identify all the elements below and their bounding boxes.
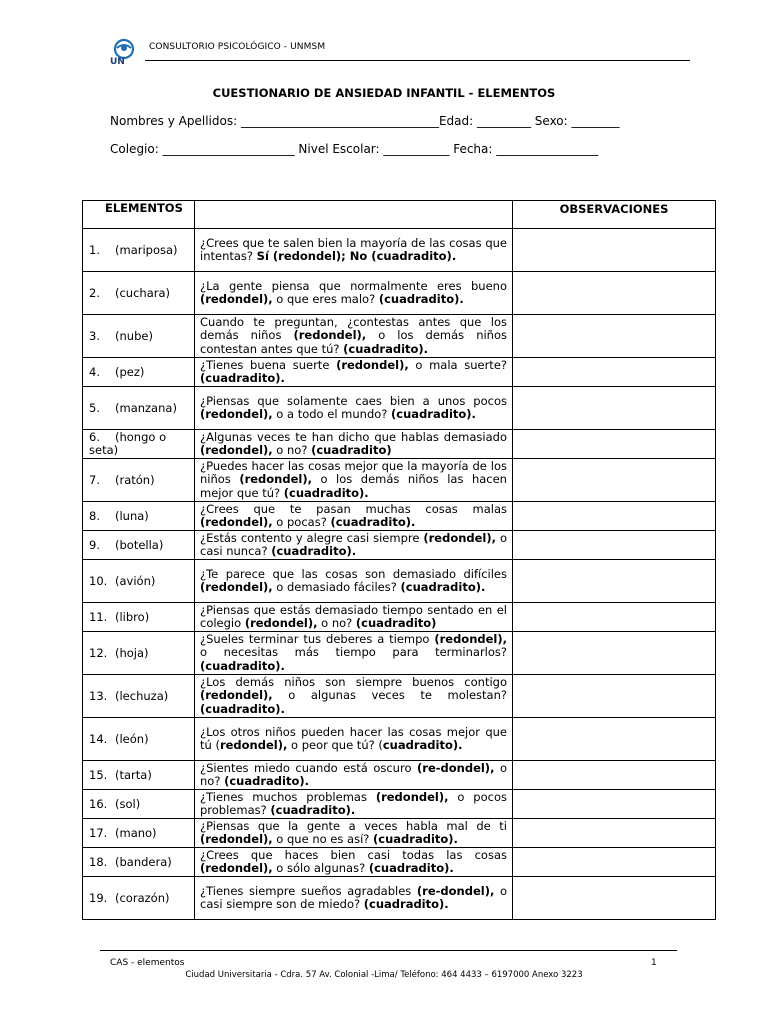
question-cell <box>195 632 513 675</box>
item-number: 8. <box>89 508 100 523</box>
item-number: 4. <box>89 364 100 379</box>
element-name: (avión) <box>115 573 156 588</box>
observation-cell[interactable] <box>513 315 716 358</box>
element-cell <box>83 632 195 675</box>
question-text: o no? <box>317 616 356 630</box>
answer-option: (re-dondel), <box>416 883 495 898</box>
observation-cell[interactable] <box>513 718 716 761</box>
footer-address: Ciudad Universitaria - Cdra. 57 Av. Colonial -Lima/ Teléfono: 464 4433 – 6197000 Anexo 3223 <box>185 970 583 980</box>
observation-cell[interactable] <box>513 358 716 387</box>
element-name: (pez) <box>115 364 145 379</box>
element-name: (tarta) <box>115 767 152 782</box>
header-elementos: ELEMENTOS <box>83 201 195 229</box>
question-text: ¿Sueles terminar tus deberes a tiempo <box>200 631 435 646</box>
element-name: (corazón) <box>115 890 170 905</box>
item-number: 17. <box>89 825 108 840</box>
question-text: ¿Tienes buena suerte <box>200 357 337 372</box>
question-text: o casi siempre son de miedo? <box>200 883 507 911</box>
question-text: o pocos problemas? <box>200 789 507 817</box>
question-cell <box>195 877 513 920</box>
observation-cell[interactable] <box>513 560 716 603</box>
question-text: o algunas veces te molestan? <box>272 688 507 703</box>
element-name: (hongo o seta) <box>89 430 167 457</box>
item-number: 14. <box>89 731 108 746</box>
question-text: Cuando te preguntan, ¿contestas antes que los demás niños <box>200 314 507 343</box>
answer-option: (redondel), <box>423 530 497 545</box>
observation-cell[interactable] <box>513 531 716 560</box>
answer-option: (cuadradito). <box>271 544 357 558</box>
table-header-row <box>83 201 716 229</box>
question-text: o que eres malo? <box>272 292 379 306</box>
question-cell <box>195 387 513 430</box>
table-row <box>83 502 716 531</box>
answer-option: (re-dondel), <box>417 760 495 775</box>
footer-divider <box>100 950 677 951</box>
answer-option: (cuadradito). <box>200 658 285 673</box>
table-row <box>83 272 716 315</box>
item-number: 10. <box>89 573 108 588</box>
answer-option: (cuadradito). <box>330 515 416 529</box>
element-name: (mariposa) <box>115 242 178 257</box>
answer-option: (cuadradito). <box>373 832 458 846</box>
question-cell <box>195 675 513 718</box>
observation-cell[interactable] <box>513 502 716 531</box>
answer-option: (redondel), <box>200 407 273 421</box>
observation-cell[interactable] <box>513 761 716 790</box>
question-cell <box>195 358 513 387</box>
element-name: (ratón) <box>115 472 155 487</box>
organization-name: CONSULTORIO PSICOLÓGICO - UNMSM <box>149 42 326 52</box>
answer-option: Sí (redondel); No (cuadradito). <box>256 249 457 263</box>
element-cell <box>83 761 195 790</box>
answer-option: (redondel), <box>200 832 273 846</box>
element-name: (manzana) <box>115 400 177 415</box>
element-name: (mano) <box>115 825 157 840</box>
element-name: (botella) <box>115 537 164 552</box>
question-text: ¿Tienes siempre sueños agradables <box>200 883 417 898</box>
answer-option: (cuadradito). <box>363 897 449 911</box>
observation-cell[interactable] <box>513 790 716 819</box>
table-row <box>83 675 716 718</box>
observation-cell[interactable] <box>513 459 716 502</box>
question-cell <box>195 848 513 877</box>
page-number: 1 <box>651 958 657 968</box>
table-row <box>83 459 716 502</box>
question-text: ¿Crees que te salen bien la mayoría de las cosas que intentas? <box>200 235 507 263</box>
element-cell <box>83 819 195 848</box>
observation-cell[interactable] <box>513 819 716 848</box>
element-name: (nube) <box>115 328 153 343</box>
item-number: 5. <box>89 400 100 415</box>
answer-option: (redondel), <box>375 789 449 804</box>
item-number: 18. <box>89 854 108 869</box>
table-row <box>83 531 716 560</box>
table-row <box>83 790 716 819</box>
answer-option: (cuadradito). <box>283 485 369 500</box>
answer-option: (cuadradito). <box>400 580 486 594</box>
observation-cell[interactable] <box>513 387 716 430</box>
answer-option: (redondel), <box>200 580 273 594</box>
answer-option: (redondel), <box>200 688 273 703</box>
question-text: o no? <box>272 443 312 457</box>
question-cell <box>195 315 513 358</box>
element-cell <box>83 358 195 387</box>
answer-option: (cuadradito). <box>200 371 285 385</box>
question-cell <box>195 790 513 819</box>
element-cell <box>83 560 195 603</box>
observation-cell[interactable] <box>513 877 716 920</box>
answer-option: (cuadradito). <box>368 861 454 875</box>
element-cell <box>83 877 195 920</box>
question-cell <box>195 229 513 272</box>
element-cell <box>83 272 195 315</box>
answer-option: (cuadradito) <box>311 443 392 457</box>
answer-option: (cuadradito). <box>270 803 356 817</box>
question-text: o demasiado fáciles? <box>272 580 401 594</box>
answer-option: (cuadradito). <box>224 774 309 788</box>
item-number: 1. <box>89 242 100 257</box>
form-fields-line-2: Colegio: ______________________ Nivel Escolar: ___________ Fecha: _________________ <box>110 142 599 156</box>
item-number: 6. <box>89 430 100 444</box>
question-text: ¿Tienes muchos problemas <box>200 789 376 804</box>
question-cell <box>195 459 513 502</box>
question-text: o mala suerte? <box>408 357 507 372</box>
question-text: ¿Te parece que las cosas son demasiado difíciles <box>200 566 507 581</box>
question-cell <box>195 531 513 560</box>
answer-option: (redondel), <box>293 328 367 343</box>
table-row <box>83 718 716 761</box>
question-text: o los demás niños contestan antes que tú? <box>200 328 507 356</box>
answer-option: (cuadradito). <box>200 701 285 716</box>
answer-option: (redondel), <box>434 631 507 646</box>
answer-option: (redondel), <box>200 861 273 875</box>
table-row <box>83 819 716 848</box>
item-number: 11. <box>89 609 108 624</box>
table-row <box>83 560 716 603</box>
answer-option: (cuadradito). <box>378 292 464 306</box>
question-cell <box>195 761 513 790</box>
element-cell <box>83 848 195 877</box>
element-name: (libro) <box>115 609 150 624</box>
answer-option: (cuadradito) <box>355 616 437 630</box>
table-row <box>83 603 716 632</box>
item-number: 13. <box>89 688 108 703</box>
observation-cell[interactable] <box>513 272 716 315</box>
table-row <box>83 632 716 675</box>
observation-cell[interactable] <box>513 603 716 632</box>
item-number: 7. <box>89 472 100 487</box>
answer-option: (redondel), <box>239 472 312 487</box>
question-text: ¿Crees que haces bien casi todas las cosas <box>200 847 507 862</box>
header-observaciones: OBSERVACIONES <box>513 201 716 229</box>
item-number: 2. <box>89 285 100 300</box>
header-question <box>195 201 513 229</box>
question-cell <box>195 430 513 459</box>
element-name: (bandera) <box>115 854 172 869</box>
question-text: o no? <box>200 760 507 788</box>
question-text: ¿Piensas que estás demasiado tiempo sentado en el colegio <box>200 602 507 630</box>
question-text: o peor que tú? ( <box>287 738 383 752</box>
observation-cell[interactable] <box>513 229 716 272</box>
answer-option: (redondel), <box>200 292 273 306</box>
table-row <box>83 387 716 430</box>
element-name: (león) <box>115 731 149 746</box>
observation-cell[interactable] <box>513 675 716 718</box>
question-text: ¿Los demás niños son siempre buenos contigo <box>200 674 507 689</box>
table-row <box>83 877 716 920</box>
question-text: o a todo el mundo? <box>272 407 392 421</box>
answer-option: (cuadradito). <box>343 341 429 356</box>
question-text: o los demás niños las hacen mejor que tú? <box>200 472 507 500</box>
item-number: 12. <box>89 645 108 660</box>
question-text: ¿Crees que te pasan muchas cosas malas <box>200 501 507 516</box>
element-cell <box>83 430 195 459</box>
element-cell <box>83 718 195 761</box>
answer-option: (redondel), <box>244 616 318 630</box>
element-cell <box>83 459 195 502</box>
item-number: 3. <box>89 328 100 343</box>
question-text: ¿Algunas veces te han dicho que hablas demasiado <box>200 429 507 444</box>
question-text: ¿Los otros niños pueden hacer las cosas mejor que tú ( <box>200 724 507 752</box>
question-cell <box>195 718 513 761</box>
table-body <box>83 229 716 920</box>
question-text: ¿Sientes miedo cuando está oscuro <box>200 760 418 775</box>
element-name: (luna) <box>115 508 149 523</box>
item-number: 15. <box>89 767 108 782</box>
header-divider <box>145 60 690 61</box>
item-number: 16. <box>89 796 108 811</box>
question-text: ¿Estás contento y alegre casi siempre <box>200 530 424 545</box>
element-name: (sol) <box>115 796 141 811</box>
element-cell <box>83 387 195 430</box>
question-text: o pocas? <box>272 515 331 529</box>
question-cell <box>195 603 513 632</box>
table-row <box>83 229 716 272</box>
question-text: ¿Puedes hacer las cosas mejor que la mayoría de los niños <box>200 458 507 487</box>
question-cell <box>195 272 513 315</box>
element-cell <box>83 603 195 632</box>
element-name: (cuchara) <box>115 285 171 300</box>
item-number: 19. <box>89 890 108 905</box>
form-fields-line-1: Nombres y Apellidos: _________________________________Edad: _________ Sexo: ________ <box>110 114 620 128</box>
answer-option: cuadradito). <box>382 738 463 752</box>
element-cell <box>83 531 195 560</box>
answer-option: (cuadradito). <box>391 407 476 421</box>
element-name: (hoja) <box>115 645 149 660</box>
question-text: o necesitas más tiempo para terminarlos? <box>200 645 507 660</box>
answer-option: (redondel), <box>200 515 273 529</box>
table-row <box>83 315 716 358</box>
question-text: ¿Piensas que la gente a veces habla mal de ti <box>200 818 507 833</box>
observation-cell[interactable] <box>513 848 716 877</box>
element-cell <box>83 790 195 819</box>
question-cell <box>195 502 513 531</box>
element-cell <box>83 315 195 358</box>
logo-text: UN <box>110 57 125 67</box>
table-row <box>83 430 716 459</box>
answer-option: (redondel), <box>336 357 409 372</box>
element-cell <box>83 675 195 718</box>
questionnaire-table <box>82 200 716 920</box>
item-number: 9. <box>89 537 100 552</box>
question-text: o sólo algunas? <box>272 861 369 875</box>
question-text: o que no es así? <box>272 832 374 846</box>
university-logo <box>108 38 140 68</box>
question-cell <box>195 560 513 603</box>
question-text: ¿Piensas que solamente caes bien a unos pocos <box>200 393 507 408</box>
footer-document-code: CAS - elementos <box>110 958 185 968</box>
table-row <box>83 761 716 790</box>
observation-cell[interactable] <box>513 430 716 459</box>
answer-option: (redondel), <box>200 443 273 457</box>
document-title: CUESTIONARIO DE ANSIEDAD INFANTIL - ELEMENTOS <box>212 86 556 100</box>
question-text: o casi nunca? <box>200 530 507 558</box>
question-text: ¿La gente piensa que normalmente eres bueno <box>200 278 507 293</box>
table-row <box>83 848 716 877</box>
question-cell <box>195 819 513 848</box>
table-row <box>83 358 716 387</box>
observation-cell[interactable] <box>513 632 716 675</box>
element-cell <box>83 229 195 272</box>
element-name: (lechuza) <box>115 688 169 703</box>
element-cell <box>83 502 195 531</box>
answer-option: redondel), <box>219 738 288 752</box>
